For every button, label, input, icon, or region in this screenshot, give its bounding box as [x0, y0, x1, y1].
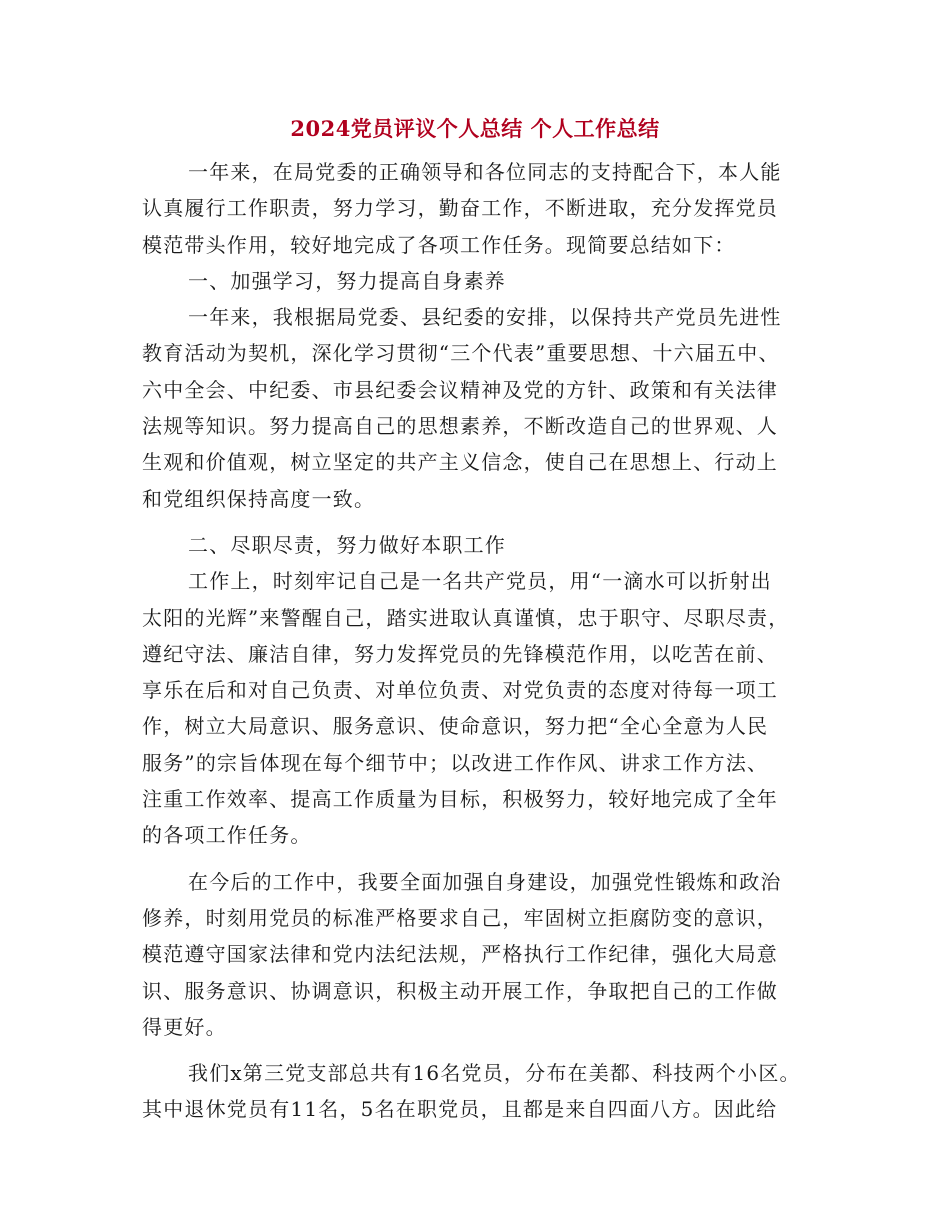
- paragraph-line: 教育活动为契机，深化学习贯彻“三个代表”重要思想、十六届五中、: [142, 341, 780, 366]
- paragraph-line: 六中全会、中纪委、市县纪委会议精神及党的方针、政策和有关法律: [142, 377, 778, 402]
- section-heading: 二、尽职尽责，努力做好本职工作: [188, 532, 506, 557]
- section-heading: 一、加强学习，努力提高自身素养: [188, 268, 506, 293]
- paragraph-line: 工作上，时刻牢记自己是一名共产党员，用“一滴水可以折射出: [188, 569, 772, 594]
- paragraph-line: 享乐在后和对自己负责、对单位负责、对党负责的态度对待每一项工: [142, 678, 778, 703]
- document-title: 2024党员评议个人总结 个人工作总结: [290, 116, 660, 141]
- paragraph-line: 认真履行工作职责，努力学习，勤奋工作，不断进取，充分发挥党员: [142, 196, 778, 221]
- paragraph-line: 修养，时刻用党员的标准严格要求自己，牢固树立拒腐防变的意识，: [142, 905, 778, 930]
- paragraph-line: 识、服务意识、协调意识，积极主动开展工作，争取把自己的工作做: [142, 978, 778, 1003]
- paragraph-line: 服务”的宗旨体现在每个细节中；以改进工作作风、讲求工作方法、: [142, 750, 769, 775]
- paragraph-line: 我们x第三党支部总共有16名党员，分布在美都、科技两个小区。: [188, 1061, 801, 1086]
- paragraph-line: 其中退休党员有11名，5名在职党员，且都是来自四面八方。因此给: [142, 1097, 778, 1122]
- paragraph-line: 太阳的光辉”来警醒自己，踏实进取认真谨慎，忠于职守、尽职尽责，: [142, 605, 790, 630]
- paragraph-line: 在今后的工作中，我要全面加强自身建设，加强党性锻炼和政治: [188, 869, 782, 894]
- paragraph-line: 注重工作效率、提高工作质量为目标，积极努力，较好地完成了全年: [142, 787, 778, 812]
- paragraph-line: 遵纪守法、廉洁自律，努力发挥党员的先锋模范作用，以吃苦在前、: [142, 641, 778, 666]
- document-body: [142, 154, 822, 1128]
- paragraph-line: 作，树立大局意识、服务意识、使命意识，努力把“全心全意为人民: [142, 714, 769, 739]
- paragraph-line: 模范带头作用，较好地完成了各项工作任务。现简要总结如下：: [142, 232, 736, 257]
- paragraph-line: 一年来，在局党委的正确领导和各位同志的支持配合下，本人能: [188, 160, 782, 184]
- paragraph-line: 得更好。: [142, 1014, 227, 1039]
- paragraph-line: 法规等知识。努力提高自己的思想素养，不断改造自己的世界观、人: [142, 414, 778, 439]
- paragraph-line: 生观和价值观，树立坚定的共产主义信念，使自己在思想上、行动上: [142, 450, 778, 475]
- paragraph-line: 和党组织保持高度一致。: [142, 486, 376, 511]
- paragraph-line: 一年来，我根据局党委、县纪委的安排，以保持共产党员先进性: [188, 305, 782, 330]
- paragraph-line: 的各项工作任务。: [142, 823, 312, 848]
- paragraph-line: 模范遵守国家法律和党内法纪法规，严格执行工作纪律，强化大局意: [142, 942, 778, 967]
